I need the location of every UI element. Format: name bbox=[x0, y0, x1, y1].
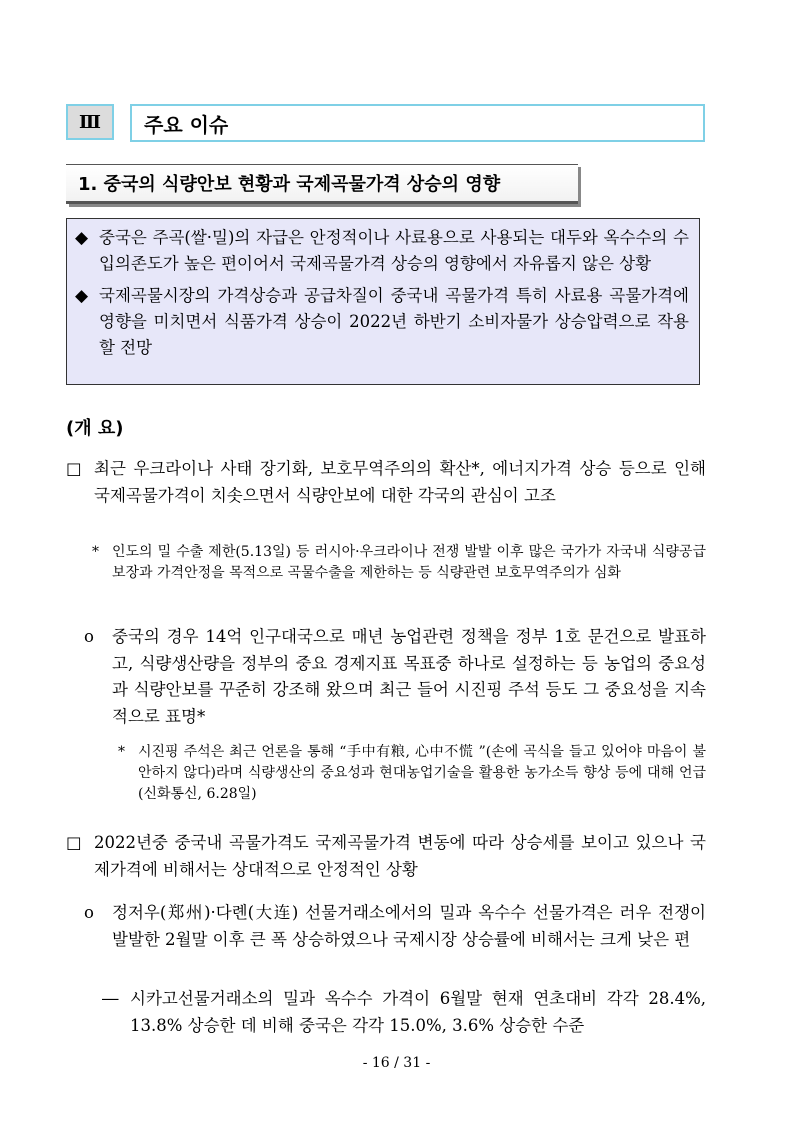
circle-bullet-icon: ο bbox=[84, 903, 94, 922]
summary-text: 중국은 주곡(쌀·밀)의 자급은 안정적이나 사료용으로 사용되는 대두와 옥수수의 수입의존도가 높은 편이어서 국제곡물가격 상승의 영향에서 자유롭지 않은 상황 bbox=[99, 228, 689, 273]
paragraph-text: 시카고선물거래소의 밀과 옥수수 가격이 6월말 현재 연초대비 각각 28.4%, 13.8% 상승한 데 비해 중국은 각각 15.0%, 3.6% 상승한 수준 bbox=[130, 989, 706, 1035]
subsection-heading bbox=[66, 164, 578, 204]
summary-text: 국제곡물시장의 가격상승과 공급차질이 중국내 곡물가격 특히 사료용 곡물가격에 영향을 미치면서 식품가격 상승이 2022년 하반기 소비자물가 상승압력으로 작용할 전망 bbox=[99, 286, 689, 357]
dash-bullet-icon: ― bbox=[102, 989, 119, 1008]
section-title-box bbox=[130, 104, 705, 142]
circle-paragraph bbox=[84, 900, 706, 953]
subsection-title: 1. 중국의 식량안보 현황과 국제곡물가격 상승의 영향 bbox=[78, 174, 501, 195]
paragraph-text: 정저우(郑州)·다롄(大连) 선물거래소에서의 밀과 옥수수 선물가격은 러우 전쟁이 발발한 2월말 이후 큰 폭 상승하였으나 국제시장 상승률에 비해서는 크게 낮은 편 bbox=[112, 903, 706, 949]
page-number: - 16 / 31 - bbox=[362, 1055, 431, 1071]
footnote-text: 인도의 밀 수출 제한(5.13일) 등 러시아·우크라이나 전쟁 발발 이후 많은 국가가 자국내 식량공급 보장과 가격안정을 목적으로 곡물수출을 제한하는 등 식량관련 보호무역주의가 심화 bbox=[112, 544, 706, 581]
checkbox-bullet-icon: □ bbox=[66, 833, 82, 852]
circle-paragraph bbox=[84, 624, 706, 730]
footnote-text: 시진핑 주석은 최근 언론을 통해 “手中有粮, 心中不慌 ”(손에 곡식을 들고 있어야 마음이 불안하지 않다)라며 식량생산의 중요성과 현대농업기술을 활용한 농가소득 향상 등에 대해 언급(신화통신, 6.28일) bbox=[138, 744, 706, 802]
asterisk-mark: * bbox=[118, 744, 125, 760]
dash-paragraph bbox=[102, 986, 706, 1039]
overview-heading: (개 요) bbox=[66, 418, 124, 439]
footnote bbox=[92, 542, 706, 584]
section-number: Ⅲ bbox=[79, 111, 101, 133]
paragraph-text: 중국의 경우 14억 인구대국으로 매년 농업관련 정책을 정부 1호 문건으로 발표하고, 식량생산량을 정부의 중요 경제지표 목표중 하나로 설정하는 등 농업의 중요성과 식량안보를 꾸준히 강조해 왔으며 최근 들어 시진핑 주석 등도 그 중요성을 지속적으로 표명* bbox=[112, 627, 706, 726]
summary-item bbox=[75, 225, 689, 277]
summary-box bbox=[66, 218, 700, 385]
summary-item bbox=[75, 283, 689, 361]
circle-bullet-icon: ο bbox=[84, 627, 94, 646]
diamond-bullet-icon: ◆ bbox=[75, 228, 89, 248]
diamond-bullet-icon: ◆ bbox=[75, 286, 89, 306]
section-number-box bbox=[66, 104, 114, 140]
footnote bbox=[118, 742, 706, 805]
box-paragraph bbox=[66, 456, 706, 509]
box-paragraph bbox=[66, 830, 706, 883]
section-title: 주요 이슈 bbox=[144, 112, 229, 137]
paragraph-text: 2022년중 중국내 곡물가격도 국제곡물가격 변동에 따라 상승세를 보이고 있으나 국제가격에 비해서는 상대적으로 안정적인 상황 bbox=[94, 833, 706, 879]
asterisk-mark: * bbox=[92, 544, 99, 560]
checkbox-bullet-icon: □ bbox=[66, 459, 82, 478]
paragraph-text: 최근 우크라이나 사태 장기화, 보호무역주의의 확산*, 에너지가격 상승 등으로 인해 국제곡물가격이 치솟으면서 식량안보에 대한 각국의 관심이 고조 bbox=[94, 459, 706, 505]
